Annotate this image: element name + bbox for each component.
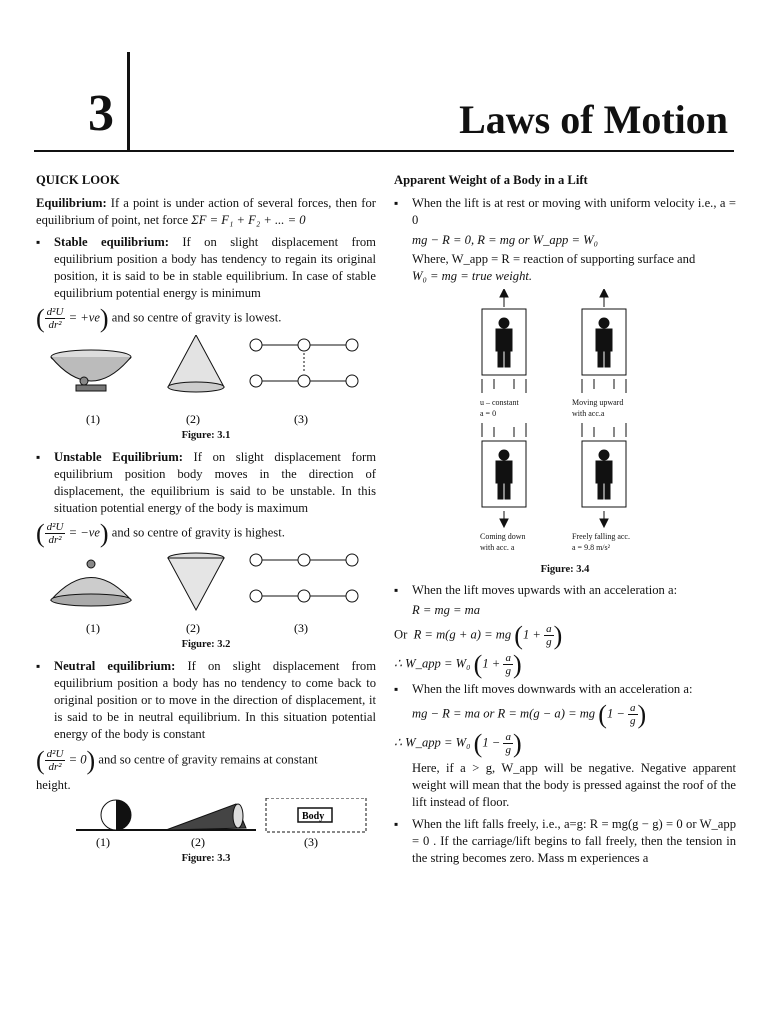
sphere-drawing <box>76 800 156 830</box>
lift-down-eq-1: mg − R = ma or R = m(g − a) = mg <box>412 706 596 721</box>
fig1-label-1: (1) <box>86 412 100 427</box>
lift-down-eq-2-line: ∴ W_app = W₀ (1 − $\frac{a}{g}$ ) <box>394 728 522 758</box>
lift-down-eq-1-line: mg − R = ma or R = m(g − a) = mg (1 − $\frac{a}{g}$ ) <box>412 699 647 729</box>
neutral-equilibrium-item <box>36 658 376 744</box>
dr2-denominator: dr² <box>48 534 62 547</box>
figure-3-2-caption: Figure: 3.2 <box>181 639 231 651</box>
lift-up-eq-2-line: Or R = m(g + a) = mg (1 + $\frac{a}{g}$ ) <box>394 620 563 650</box>
unstable-equilibrium-item <box>36 449 376 518</box>
chapter-number: 3 <box>88 85 114 142</box>
fig1-label-3: (3) <box>294 412 308 427</box>
d2u-numerator: d²U <box>46 521 64 534</box>
fig2-label-3: (3) <box>294 621 308 636</box>
neutral-cond-value: = 0 <box>68 752 87 767</box>
lift-up-eq-3: ∴ W_app = W₀ <box>394 656 471 671</box>
neutral-condition: ( $\frac{\text{d²U}}{\text{dr²}}$ = 0) and so centre of gravity remains at constant <box>36 745 318 775</box>
left-column <box>36 168 376 867</box>
fig3-label-1: (1) <box>96 834 110 849</box>
cone-drawing <box>168 335 224 392</box>
equilibrium-equation: ΣF = F₁ + F₂ + ... = 0 <box>191 213 306 228</box>
fig3-label-2: (2) <box>191 834 205 849</box>
d2u-numerator: d²U <box>46 306 64 319</box>
lift-rest-text: When the lift is at rest or moving with uniform velocity i.e., a = 0 <box>412 196 736 228</box>
lift-label-up-2: with acc.a <box>572 409 605 419</box>
figure-3-1 <box>36 335 376 427</box>
or-label: Or <box>394 627 408 642</box>
header-rule <box>34 150 734 152</box>
chapter-header <box>0 0 768 160</box>
lift-rest-where-2: W₀ = mg = true weight. <box>412 269 533 284</box>
unstable-cond-value: = −ve <box>68 525 100 540</box>
unstable-condition: ( $\frac{\text{d²U}}{\text{dr²}}$ = −ve) and so centre of gravity is highest. <box>36 519 285 549</box>
lift-up-eq-3-line: ∴ W_app = W₀ (1 + $\frac{a}{g}$ ) <box>394 649 522 679</box>
figure-3-2 <box>36 550 376 636</box>
unstable-text: If on slight displacement form equilibrium position body moves in the direction of displacement, the equilibrium is said to be unstable. In this situation potential energy of the body is maximum <box>54 449 376 516</box>
lift-label-up-1: Moving upward <box>572 398 624 408</box>
lift-up-item <box>394 582 736 599</box>
lift-label-rest-1: u – constant <box>480 398 519 408</box>
chapter-title: Laws of Motion <box>459 97 728 142</box>
lift-rest-where: Where, W_app = R = reaction of supporting surface and <box>412 251 696 266</box>
inverted-cone-drawing <box>168 553 224 610</box>
stable-equilibrium-item <box>36 234 376 303</box>
unstable-term: Unstable Equilibrium: <box>54 449 183 464</box>
figure-3-3-caption: Figure: 3.3 <box>181 852 231 864</box>
dr2-denominator: dr² <box>48 319 62 332</box>
fig2-label-2: (2) <box>186 621 200 636</box>
figure-3-1-caption: Figure: 3.1 <box>181 430 231 442</box>
stable-text: If on slight displacement from equilibrium position a body has tendency to regain its original position, it is said to be in stable equilibrium. In case of stable equilibrium potential energy is minimum <box>54 234 376 301</box>
lift-label-free-2: a = 9.8 m/s² <box>572 543 611 553</box>
quick-look-heading: QUICK LOOK <box>36 173 120 187</box>
lift-up-text: When the lift moves upwards with an acceleration a: <box>412 583 678 598</box>
lift-rest-equation: mg − R = 0, R = mg or W_app = W₀ <box>412 232 598 247</box>
neutral-tail-2: height. <box>36 777 71 792</box>
fig1-label-2: (2) <box>186 412 200 427</box>
lift-down-text: When the lift moves downwards with an acceleration a: <box>412 681 693 696</box>
lift-up-eq-2: R = m(g + a) = mg <box>413 627 512 642</box>
lift-up <box>582 289 626 393</box>
negative-weight-note: Here, if a > g, W_app will be negative. Negative apparent weight will mean that the body is pressed against the roof of the lift instead of floor. <box>412 761 736 810</box>
header-divider <box>127 52 130 150</box>
apparent-weight-heading: Apparent Weight of a Body in a Lift <box>394 173 588 187</box>
lift-down <box>482 423 526 527</box>
lift-free-fall <box>582 423 626 527</box>
figure-3-3 <box>36 798 376 850</box>
neutral-term: Neutral equilibrium: <box>54 658 176 673</box>
equilibrium-text: If a point is under action of several forces, then for equilibrium of point, net force <box>36 196 376 228</box>
rods-drawing-2 <box>250 554 358 602</box>
neutral-tail: and so centre of gravity remains at constant <box>98 752 318 767</box>
hemisphere-drawing <box>51 560 131 606</box>
fig2-label-1: (1) <box>86 621 100 636</box>
stable-term: Stable equilibrium: <box>54 234 169 249</box>
cylinder-drawing <box>156 804 256 830</box>
right-column <box>394 168 736 867</box>
equilibrium-paragraph <box>36 195 376 229</box>
unstable-tail: and so centre of gravity is highest. <box>111 525 285 540</box>
lift-rest <box>482 289 526 393</box>
stable-cond-value: = +ve <box>68 310 100 325</box>
lift-label-free-1: Freely falling acc. <box>572 532 630 542</box>
fig3-label-3: (3) <box>304 834 318 849</box>
free-fall-text: When the lift falls freely, i.e., a=g: R = mg(g − g) = 0 or W_app = 0 . If the carriage/lift begins to fall freely, then the tension in the string becomes zero. Mass m experiences a <box>412 816 736 866</box>
stable-tail: and so centre of gravity is lowest. <box>111 310 282 325</box>
lift-label-down-1: Coming down <box>480 532 526 542</box>
dr2-denominator: dr² <box>48 760 62 773</box>
lift-at-rest-item <box>394 195 736 229</box>
figure-3-4 <box>394 289 736 561</box>
lift-down-eq-2: ∴ W_app = W₀ <box>394 735 471 750</box>
rods-drawing <box>250 339 358 387</box>
equilibrium-term: Equilibrium: <box>36 196 107 211</box>
floating-body-drawing <box>266 798 366 832</box>
figure-3-4-caption: Figure: 3.4 <box>540 564 590 576</box>
lift-label-rest-2: a = 0 <box>480 409 497 419</box>
neutral-text: If on slight displacement from equilibrium position a body has no tendency to come back to original position or to move in the direction of displacement, it is said to be in neutral equilibrium. In this situation potential energy of the body is constant <box>54 658 376 742</box>
stable-condition: ( $\frac{\text{d²U}}{\text{dr²}}$ = +ve) and so centre of gravity is lowest. <box>36 304 282 334</box>
free-fall-item <box>394 816 736 868</box>
lift-label-down-2: with acc. a <box>480 543 515 553</box>
body-label: Body <box>302 810 325 822</box>
bowl-drawing <box>51 350 131 391</box>
lift-down-item <box>394 681 736 698</box>
d2u-numerator: d²U <box>46 747 64 760</box>
lift-up-eq-1: R = mg = ma <box>412 602 481 617</box>
